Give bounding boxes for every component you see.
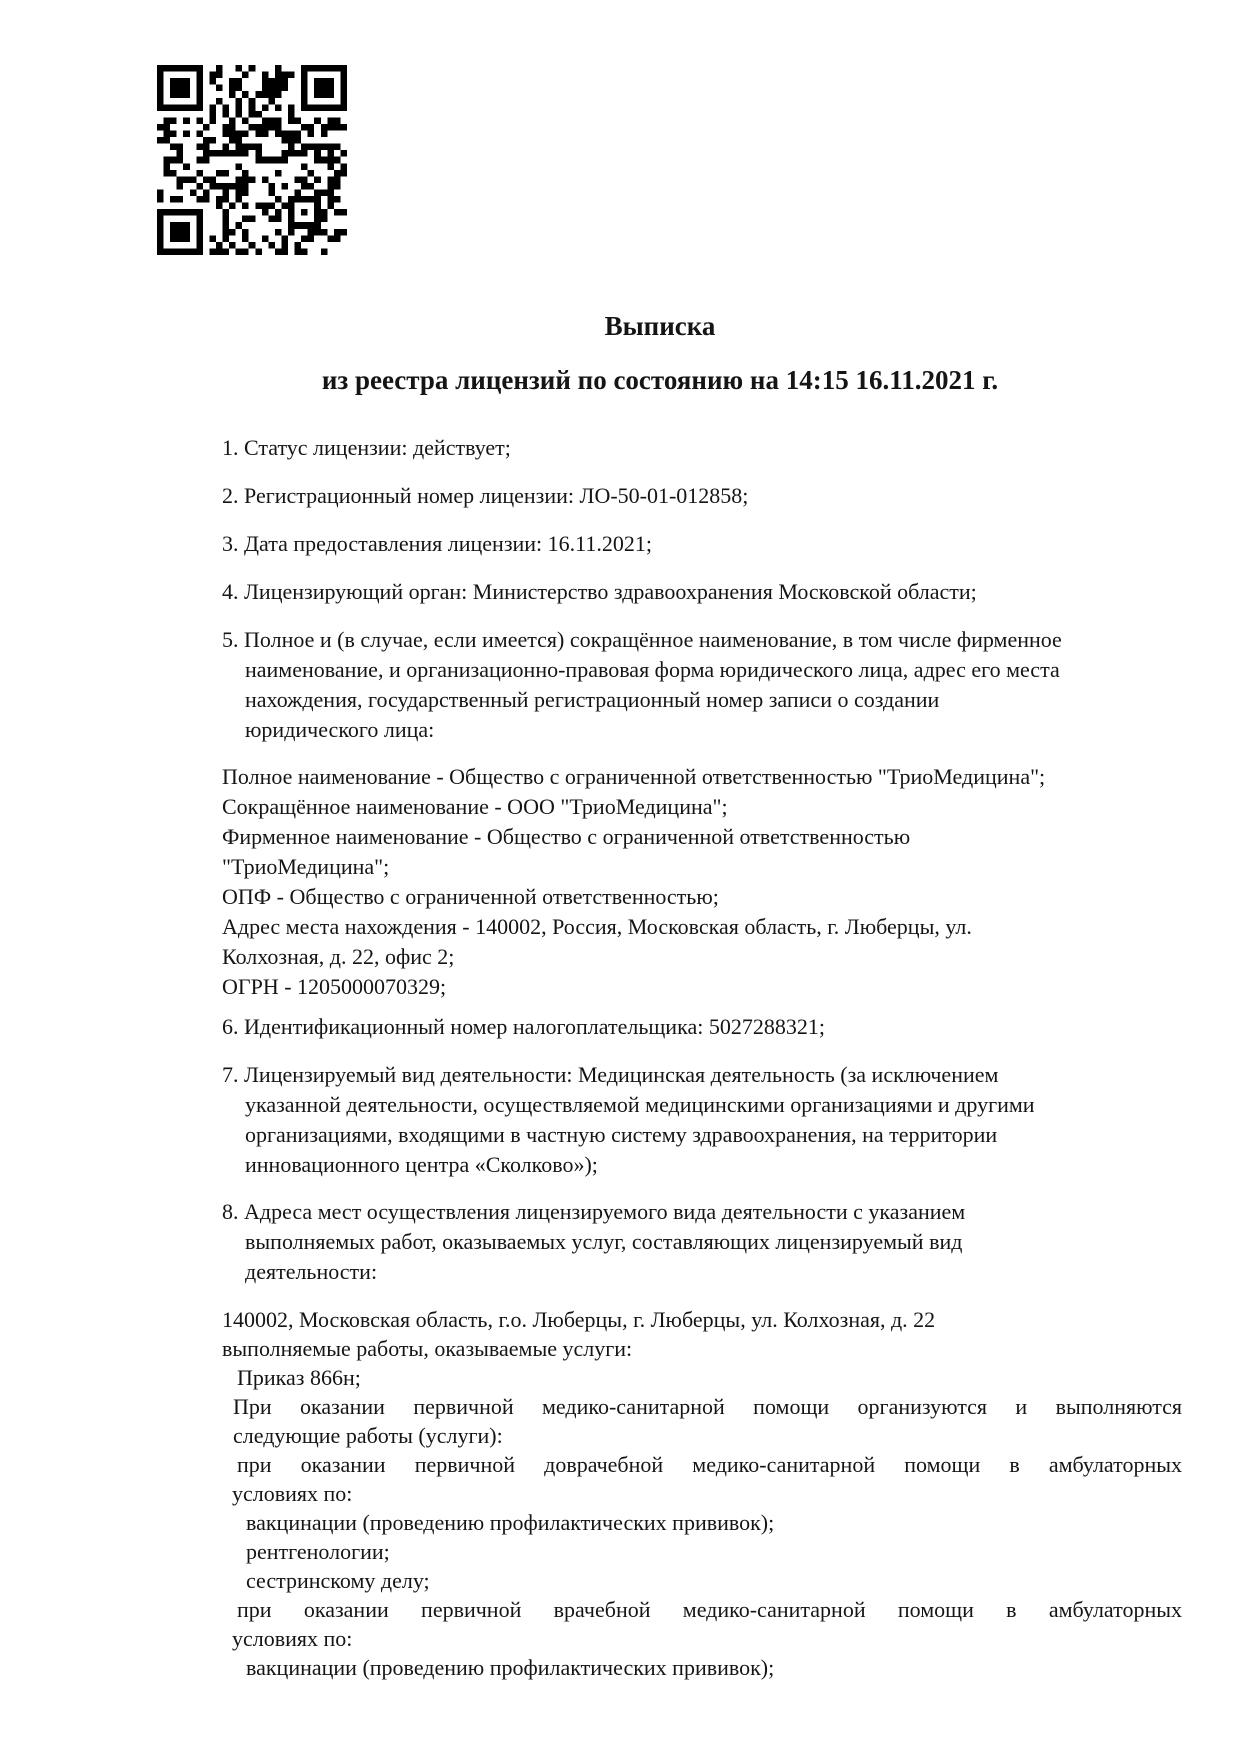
doc-line: 3. Дата предоставления лицензии: 16.11.2021;: [222, 531, 652, 556]
doc-line: "ТриоМедицина";: [222, 854, 390, 879]
doc-line: указанной деятельности, осуществляемой медицинскими организациями и другими: [245, 1092, 1035, 1117]
item-7: [222, 1060, 1182, 1180]
doc-line: 2. Регистрационный номер лицензии: ЛО-50-01-012858;: [222, 483, 749, 508]
doc-line: 7. Лицензируемый вид деятельности: Медицинская деятельность (за исключением: [222, 1062, 999, 1087]
doc-line: сестринскому делу;: [246, 1568, 430, 1593]
doc-line: Колхозная, д. 22, офис 2;: [222, 944, 455, 969]
doc-line: Приказ 866н;: [237, 1365, 361, 1390]
doc-line: при оказании первичной доврачебной медико-санитарной помощи в амбулаторных: [237, 1452, 1182, 1477]
doc-line: 1. Статус лицензии: действует;: [222, 435, 511, 460]
doc-line: ОГРН - 1205000070329;: [222, 974, 447, 999]
address-block: [222, 1305, 1182, 1363]
doc-line: юридического лица:: [245, 717, 435, 742]
doc-line: Адрес места нахождения - 140002, Россия, Московская область, г. Люберцы, ул.: [222, 914, 972, 939]
doc-line: вакцинации (проведению профилактических прививок);: [246, 1510, 775, 1535]
doc-line: нахождения, государственный регистрационный номер записи о создании: [245, 687, 940, 712]
doc-line: организациями, входящими в частную систему здравоохранения, на территории: [245, 1122, 998, 1147]
doc-line: при оказании первичной врачебной медико-санитарной помощи в амбулаторных: [237, 1597, 1182, 1622]
doc-line: следующие работы (услуги):: [233, 1423, 503, 1448]
item-1: [222, 433, 1182, 463]
doc-line: 4. Лицензирующий орган: Министерство здравоохранения Московской области;: [222, 579, 977, 604]
org-details: [222, 762, 1182, 1002]
document-title: Выписка: [604, 311, 716, 341]
doc-line: вакцинации (проведению профилактических прививок);: [246, 1655, 775, 1680]
doc-line: деятельности:: [245, 1259, 378, 1284]
item-4: [222, 577, 1182, 607]
doc-line: выполняемых работ, оказываемых услуг, составляющих лицензируемый вид: [245, 1229, 963, 1254]
document-subtitle: из реестра лицензий по состоянию на 14:15 16.11.2021 г.: [321, 365, 999, 395]
doc-line: 6. Идентификационный номер налогоплательщика: 5027288321;: [222, 1014, 825, 1039]
item-8: [222, 1197, 1182, 1287]
doc-line: Полное наименование - Общество с ограниченной ответственностью "ТриоМедицина";: [222, 764, 1046, 789]
doc-line: Сокращённое наименование - ООО "ТриоМедицина";: [222, 794, 728, 819]
doc-line: 140002, Московская область, г.о. Люберцы, г. Люберцы, ул. Колхозная, д. 22: [222, 1307, 936, 1332]
doc-line: условиях по:: [232, 1481, 353, 1506]
document-body: [222, 433, 1182, 1682]
doc-line: 8. Адреса мест осуществления лицензируемого вида деятельности с указанием: [222, 1199, 966, 1224]
doc-line: рентгенологии;: [246, 1539, 390, 1564]
doc-line: наименование, и организационно-правовая форма юридического лица, адрес его места: [245, 657, 1060, 682]
doc-line: условиях по:: [232, 1626, 353, 1651]
doc-line: инновационного центра «Сколково»);: [245, 1152, 598, 1177]
item-6: [222, 1012, 1182, 1042]
doc-line: ОПФ - Общество с ограниченной ответственностью;: [222, 884, 719, 909]
item-5: [222, 625, 1182, 745]
doc-line: выполняемые работы, оказываемые услуги:: [222, 1336, 633, 1361]
doc-line: 5. Полное и (в случае, если имеется) сокращённое наименование, в том числе фирменное: [222, 627, 1062, 652]
item-2: [222, 481, 1182, 511]
services-block: [222, 1363, 1182, 1682]
doc-line: Фирменное наименование - Общество с ограниченной ответственностью: [222, 824, 911, 849]
doc-line: При оказании первичной медико-санитарной помощи организуются и выполняются: [233, 1394, 1182, 1419]
item-3: [222, 529, 1182, 559]
document-content: [222, 0, 1182, 1682]
